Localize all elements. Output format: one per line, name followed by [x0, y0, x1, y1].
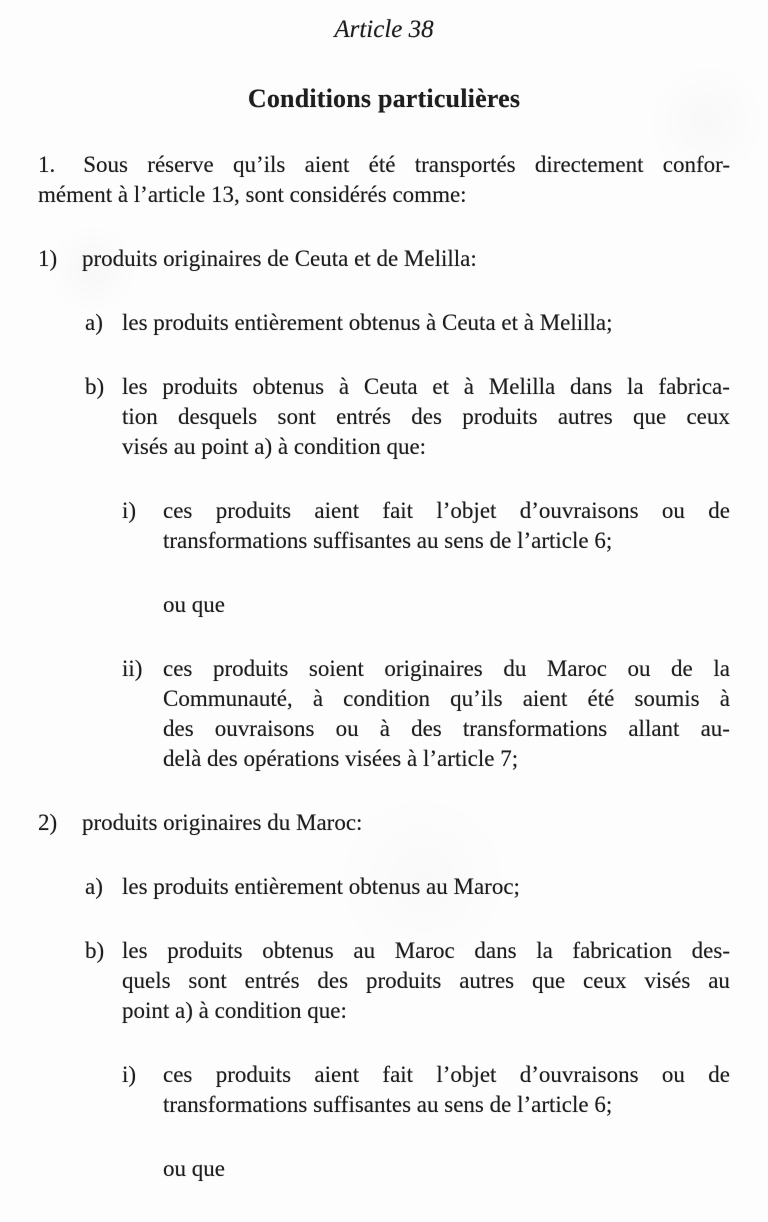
list-marker: a) — [85, 874, 103, 899]
document-title: Conditions particulières — [247, 84, 521, 113]
list-marker: ii) — [122, 656, 143, 681]
list-item-1 — [38, 244, 730, 274]
list-marker: i) — [122, 498, 137, 523]
text-line: les produits entièrement obtenus au Maroc; — [122, 874, 520, 899]
list-marker: 2) — [38, 810, 58, 835]
list-item-2b-i — [122, 1060, 730, 1120]
text-line: ou que — [163, 592, 225, 617]
connector-ou-que — [163, 1154, 730, 1184]
text-line: ces produits soient originaires du Maroc ou de la — [163, 656, 730, 681]
list-marker: a) — [85, 310, 103, 335]
text-line: tion desquels sont entrés des produits autres que ceux — [122, 404, 730, 429]
text-line — [38, 150, 730, 180]
text-line: ces produits aient fait l’objet d’ouvraisons ou de — [163, 498, 730, 523]
text-line: quels sont entrés des produits autres que ceux visés au — [122, 968, 730, 993]
text-line: ces produits aient fait l’objet d’ouvraisons ou de — [163, 1062, 730, 1087]
text-line: mément à l’article 13, sont considérés comme: — [38, 182, 467, 207]
text-line: point a) à condition que: — [122, 998, 347, 1023]
paragraph-number: 1. — [38, 152, 56, 177]
list-item-1b-i — [122, 496, 730, 556]
list-marker: b) — [85, 938, 105, 963]
text-line: les produits entièrement obtenus à Ceuta et à Melilla; — [122, 310, 613, 335]
list-item-1b-ii — [122, 654, 730, 774]
list-marker: b) — [85, 374, 105, 399]
list-item-2a — [85, 872, 730, 902]
list-item-2 — [38, 808, 730, 838]
text-line: les produits obtenus à Ceuta et à Melilla dans la fabrica- — [122, 374, 730, 399]
list-marker: 1) — [38, 246, 58, 271]
text-line: Communauté, à condition qu’ils aient été soumis à — [163, 686, 730, 711]
list-marker: i) — [122, 1062, 137, 1087]
list-item-1b — [85, 372, 730, 462]
text-line: transformations suffisantes au sens de l’article 6; — [163, 1092, 613, 1117]
text-line: produits originaires de Ceuta et de Melilla: — [82, 246, 477, 271]
paragraph-1 — [38, 150, 730, 210]
text-line: ou que — [163, 1156, 225, 1181]
text-line: les produits obtenus au Maroc dans la fabrication des- — [122, 938, 730, 963]
text-line: des ouvraisons ou à des transformations allant au- — [163, 716, 730, 741]
text-line: transformations suffisantes au sens de l’article 6; — [163, 528, 613, 553]
text-line: visés au point a) à condition que: — [122, 434, 427, 459]
article-heading: Article 38 — [334, 16, 434, 43]
text-line: produits originaires du Maroc: — [82, 810, 363, 835]
text-line: Sous réserve qu’ils aient été transportés directement confor- — [83, 152, 730, 177]
text-line: delà des opérations visées à l’article 7; — [163, 746, 519, 771]
list-item-2b — [85, 936, 730, 1026]
list-item-1a — [85, 308, 730, 338]
connector-ou-que — [163, 590, 730, 620]
